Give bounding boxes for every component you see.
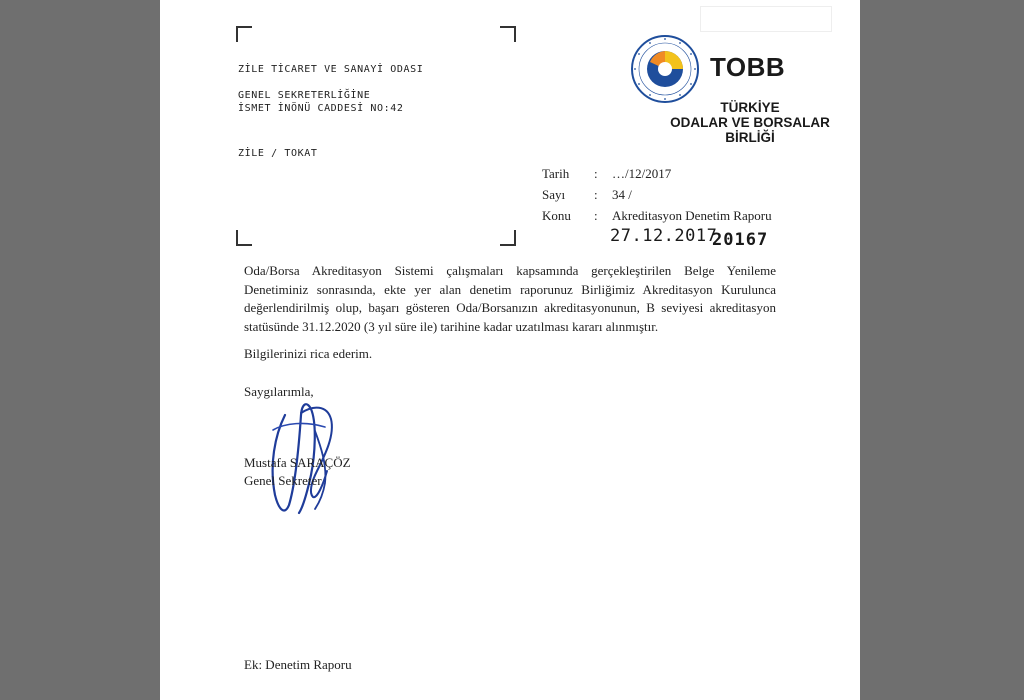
address-window-corner (236, 230, 252, 246)
subject-value: Akreditasyon Denetim Raporu (612, 208, 772, 223)
recipient-line-4: ZİLE / TOKAT (238, 148, 318, 159)
stamp-date: 27.12.2017 (610, 226, 718, 246)
date-row (542, 166, 772, 187)
tobb-seal-icon (630, 34, 700, 104)
faded-stamp-mark (700, 6, 832, 32)
stamp-number: 20167 (712, 230, 769, 250)
subject-label: Konu (542, 208, 571, 223)
date-label: Tarih (542, 166, 570, 181)
letter-page (160, 0, 860, 700)
address-window-corner (500, 230, 516, 246)
colon: : (594, 166, 598, 181)
recipient-line-3: İSMET İNÖNÜ CADDESİ NO:42 (238, 103, 404, 114)
org-line-1: TÜRKİYE (720, 100, 780, 115)
number-label: Sayı (542, 187, 566, 202)
organization-name (660, 100, 840, 145)
signer-title: Genel Sekreter (244, 473, 322, 488)
letter-meta (542, 166, 772, 229)
address-window-corner (500, 26, 516, 42)
colon: : (594, 187, 598, 202)
date-value: …/12/2017 (612, 166, 672, 181)
recipient-line-2: GENEL SEKRETERLİĞİNE (238, 90, 371, 101)
colon: : (594, 208, 598, 223)
recipient-line-1: ZİLE TİCARET VE SANAYİ ODASI (238, 64, 424, 75)
signer-name: Mustafa SARAÇÖZ (244, 455, 351, 470)
number-value: 34 / (612, 187, 632, 202)
address-window-corner (236, 26, 252, 42)
handwritten-signature (255, 375, 345, 525)
tobb-wordmark: TOBB (710, 52, 786, 82)
org-line-3: BİRLİĞİ (725, 130, 775, 145)
attachment-note: Ek: Denetim Raporu (244, 657, 352, 672)
number-row (542, 187, 772, 208)
org-line-2: ODALAR VE BORSALAR (670, 115, 830, 130)
closing-line: Saygılarımla, (244, 384, 314, 399)
body-paragraph: Oda/Borsa Akreditasyon Sistemi çalışmaları kapsamında gerçekleştirilen Belge Yenileme Denetiminiz sonrasında, ekte yer alan denetim raporunuz Birliğimiz Akreditasyon Kurulunca değerlendirilmiş olup, başarı gösteren Oda/Borsanızın akreditasyonunun, B seviyesi akreditasyon statüsünde 31.12.2020 (3 yıl süre ile) tarihine kadar uzatılması kararı alınmıştır. (244, 263, 776, 334)
request-line: Bilgilerinizi rica ederim. (244, 346, 373, 361)
tobb-logo (630, 34, 830, 144)
